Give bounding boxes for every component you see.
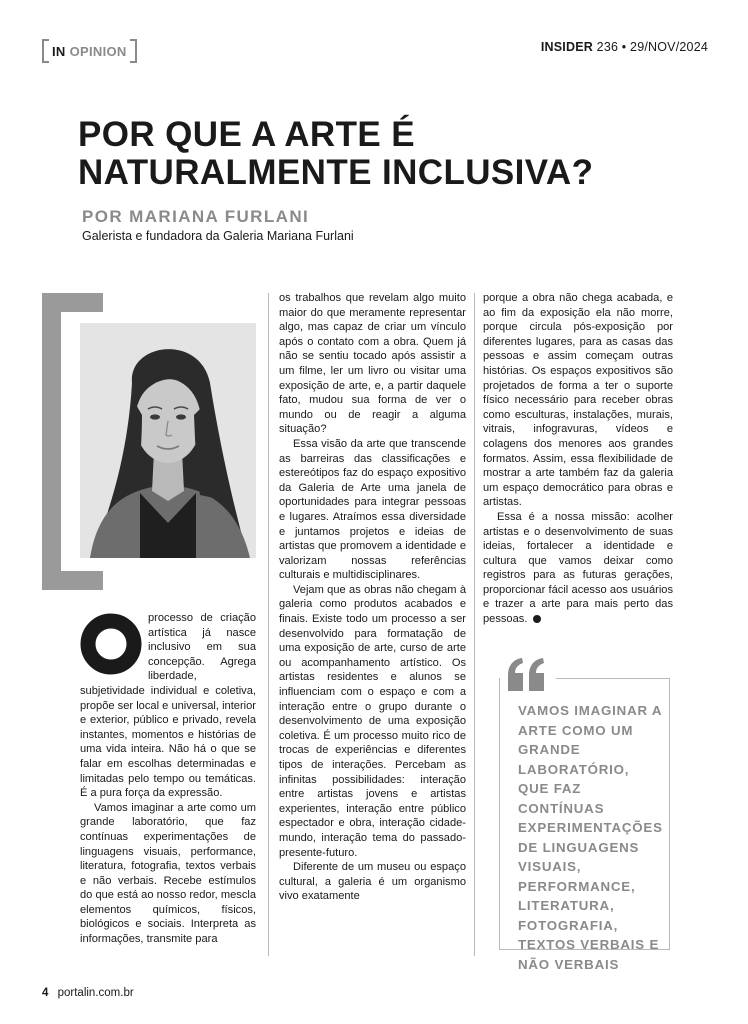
portrait-illustration: [80, 323, 256, 558]
bracket-left-icon: [42, 39, 49, 63]
article-column-3: [483, 291, 673, 627]
end-of-article-icon: +: [533, 615, 541, 623]
paragraph: Vamos imaginar a arte como um grande laboratório, que faz contínuas experimentações de linguagens visuais, performance, literatura, fotografia, textos verbais e não verbais. Recebe estímulos do que está ao nosso redor, mescla elementos químicos, físicos, biológicos e sociais. Interpreta as informações, transmite para: [80, 801, 256, 946]
paragraph: Vejam que as obras não chegam à galeria como produtos acabados e finais. Existe todo um processo a ser desenvolvido para formatação de uma exposição de arte, curso de arte ou acompanhamento artístico. Os artistas residentes e alunos se influenciam com o espaço e com a interação entre o grupo durante o desenvolvimento de uma exposição coletiva. É um processo muito rico de trocas de experiências e diferentes tipos de interações. Percebam as infinitas possibilidades: interação entre artistas jovens e artistas experientes, interação entre público espectador e obra, interação cidade-mundo, interação tema do passado-presente-futuro.: [279, 583, 466, 859]
publication-name: INSIDER: [540, 40, 593, 54]
site-url: portalin.com.br: [57, 987, 134, 999]
issue-number-date: 236 • 29/NOV/2024: [596, 40, 708, 54]
pull-quote-text: VAMOS IMAGINAR A ARTE COMO UM GRANDE LABORATÓRIO, QUE FAZ CONTÍNUAS EXPERIMENTAÇÕES DE LINGUAGENS VISUAIS, PERFORMANCE, LITERATURA, FOTOGRAFIA, TEXTOS VERBAIS E NÃO VERBAIS: [518, 703, 663, 972]
paragraph: processo de criação artística já nasce inclusivo em sua concepção. Agrega liberdade, subjetividade individual e coletiva, propõe ser local e universal, interior e exterior, público e privado, revela instantes, momentos e histórias de uma vida inteira. Não há o que se falar em escolhas determinadas e limitadas pelo tempo ou temáticas. É a pura força da expressão.: [80, 612, 256, 800]
letter-o-dropcap-icon: [80, 613, 142, 675]
byline: POR MARIANA FURLANI: [82, 207, 310, 226]
page-number: 4: [42, 987, 49, 999]
paragraph: Essa visão da arte que transcende as barreiras das classificações e estereótipos faz do espaço expositivo da Galeria de Arte uma janela de oportunidades para integrar pessoas e lugares. Atraímos essa diversidade e juntamos projetos e ideias de artistas que promovem a identidade e valorizam nossas referências culturais e multidisciplinares.: [279, 437, 466, 582]
article-column-1: [80, 611, 256, 947]
author-photo: [80, 323, 256, 558]
paragraph: os trabalhos que revelam algo muito maior do que meramente representar algo, mas capaz de criar um vínculo após o contato com a obra. Quem já não se sentiu tocado após assistir a um filme, ler um livro ou visitar uma exposição de arte, e, a partir daquele fato, mudou sua forma de ver o mundo ou de reagir a alguma situação?: [279, 292, 466, 436]
section-tag: [42, 40, 137, 62]
section-tag-in: IN: [52, 43, 66, 59]
column-divider: [474, 293, 475, 956]
author-role: Galerista e fundadora da Galeria Mariana Furlani: [82, 229, 354, 243]
bracket-right-icon: [130, 39, 137, 63]
paragraph: Diferente de um museu ou espaço cultural, a galeria é um organismo vivo exatamente: [279, 861, 466, 903]
article-title: POR QUE A ARTE É NATURALMENTE INCLUSIVA?: [78, 115, 594, 192]
article-column-2: [279, 291, 466, 904]
paragraph: Essa é a nossa missão: acolher artistas e o desenvolvimento de suas ideias, fortalecer a identidade e cultura que vamos deixar como registros para as futuras gerações, proporcionar fácil acesso aos usuários e trazer a arte para mais perto das pessoas.: [483, 510, 673, 626]
issue-info: [541, 40, 708, 54]
paragraph: porque a obra não chega acabada, e ao fim da exposição ela não morre, porque circula pós-exposição por diferentes lugares, para as casas das pessoas e assim começam outras histórias. Os espaços expositivos são projetados de forma a ter o suporte físico necessário para receber obras como esculturas, instalações, murais, vitrais, infogravuras, vídeos e colagens dos menores aos grandes formatos. Assim, essa flexibilidade de mostrar a arte também faz da galeria um espaço democrático para obras e artistas.: [483, 292, 673, 509]
page-footer: [42, 987, 134, 999]
column-divider: [268, 293, 269, 956]
section-tag-label: OPINION: [69, 43, 127, 59]
